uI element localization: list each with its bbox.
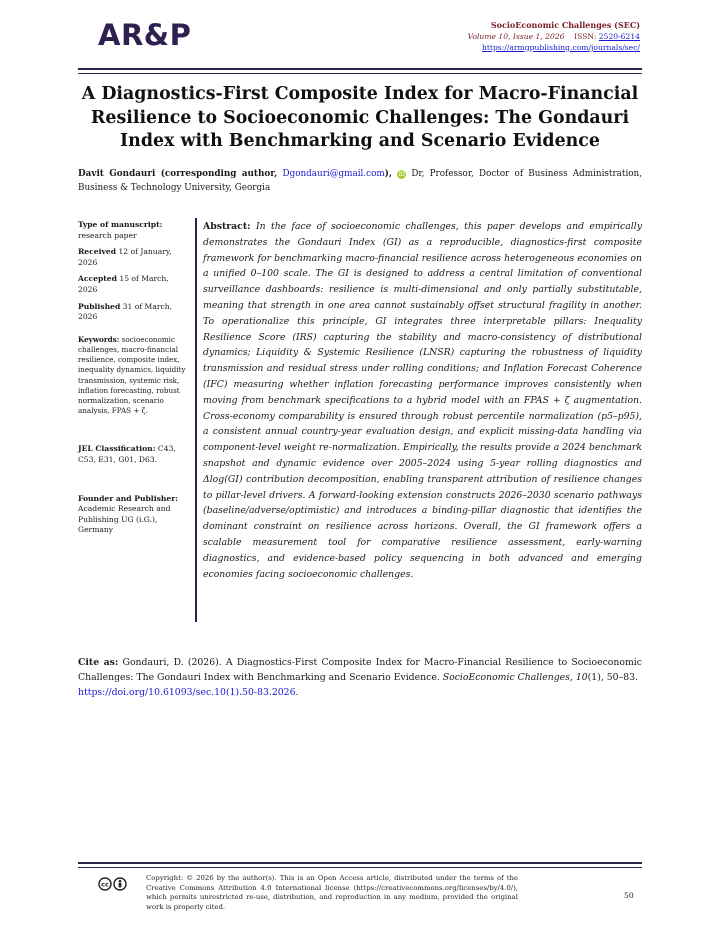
issn-link[interactable]: 2520-6214 <box>598 32 640 41</box>
keywords-label: Keywords: <box>78 334 120 344</box>
doi-end: . <box>295 687 299 698</box>
footer-rule <box>78 862 642 864</box>
jel-value: C43, C53, E31, G01, D63. <box>78 444 176 464</box>
license-text: Copyright: © 2026 by the author(s). This is an Open Access article, distributed under the terms of the Creative Commons Attribution 4.0 International license (https://creativecommons.org/licenses/by/4.0/), which permits unrestricted re-use, distribution, and reproduction in any medium, provided the original work is properly cited. <box>146 874 518 911</box>
publisher-logo: AR&P <box>98 18 192 52</box>
page-number: 50 <box>624 891 634 900</box>
svg-text:cc: cc <box>101 880 109 889</box>
abstract <box>203 219 642 582</box>
received-date <box>78 247 190 268</box>
author-affiliation: Dr, Professor, Doctor of Business Administration, Business & Technology University, Georgia <box>78 169 643 193</box>
jel-classification <box>78 444 190 465</box>
accepted-date <box>78 274 190 295</box>
cite-issue: (1), 50–83. <box>587 672 639 683</box>
published-label: Published <box>78 301 121 311</box>
founder-label: Founder and Publisher: <box>78 493 179 503</box>
cite-journal: SocioEconomic Challenges, 10 <box>442 672 588 683</box>
jel-label: JEL Classification: <box>78 444 156 454</box>
author-name: Davit Gondauri (corresponding author, <box>78 169 278 179</box>
published-value: 31 of March, 2026 <box>78 301 173 322</box>
citation <box>78 655 642 700</box>
founder-publisher <box>78 494 190 536</box>
author-close: ), <box>384 169 392 179</box>
cc-by-icon[interactable] <box>98 877 128 894</box>
manuscript-type <box>78 220 190 241</box>
doi-link[interactable]: https://doi.org/10.61093/sec.10(1).50-83.2026 <box>78 687 296 698</box>
keywords <box>78 335 190 417</box>
header-rule <box>78 68 642 70</box>
journal-url-link[interactable]: https://armgpublishing.com/journals/sec/ <box>481 43 640 52</box>
type-label: Type of manuscript: <box>78 220 163 229</box>
accepted-label: Accepted <box>78 274 117 284</box>
orcid-icon[interactable]: iD <box>398 171 405 178</box>
author-block <box>78 167 642 195</box>
cite-text: Gondauri, D. (2026). A Diagnostics-First Composite Index for Macro-Financial Resilience to Socioeconomic Challenges: The Gondauri Index with Benchmarking and Scenario Evidence. <box>78 657 642 683</box>
abstract-label: Abstract: <box>203 221 251 232</box>
cite-label: Cite as: <box>78 657 119 668</box>
footer-rule-thin <box>78 867 642 868</box>
received-label: Received <box>78 247 117 257</box>
volume-issue: Volume 10, Issue 1, 2026 <box>467 32 565 41</box>
cc-icons-svg <box>98 877 128 891</box>
published-date <box>78 302 190 323</box>
journal-info <box>468 20 640 53</box>
accepted-value: 15 of March, 2026 <box>78 274 169 294</box>
issn-label: ISSN: <box>574 32 597 41</box>
keywords-value: socioeconomic challenges, macro-financial resilience, composite index, inequality dynamics, liquidity transmission, systemic risk, inflation forecasting, robust normalization, scenario analysis, FPAS + ζ. <box>78 334 186 416</box>
founder-value: Academic Research and Publishing UG (i.G.), Germany <box>78 504 171 535</box>
article-title: A Diagnostics-First Composite Index for Macro-Financial Resilience to Socioeconomic Challenges: The Gondauri Index with Benchmarking and Scenario Evidence <box>81 84 639 151</box>
received-value: 12 of January, 2026 <box>78 247 172 267</box>
header-rule-thin <box>78 73 642 74</box>
article-meta <box>78 220 190 542</box>
abstract-text: In the face of socioeconomic challenges, this paper develops and empirically demonstrates the Gondauri Index (GI) as a reproducible, diagnostics-first composite framework for benchmarking macro-financial resilience across heterogeneous economies on a unified 0–100 scale. The GI is designed to address a central limitation of conventional surveillance dashboards: resilience is multi-dimensional and only partially substitutable, meaning that strength in one area cannot sustainably offset structural fragility in another. To operationalize this principle, GI integrates three interpretable pillars: Inequality Resilience Score (IRS) capturing the stability and macro-consistency of distributional dynamics; Liquidity & Systemic Resilience (LNSR) capturing the robustness of liquidity transmission and residual stress under rolling conditions; and Inflation Forecast Coherence (IFC) measuring whether inflation forecasting performance improves consistently when moving from benchmark specifications to a hybrid model with an FPAS + ζ augmentation. Cross-economy comparability is ensured through robust percentile normalization (p5–p95), a consistent annual country-year evaluation design, and explicit missing-data handling via component-level weight re-normalization. Empirically, the results provide a 2024 benchmark snapshot and dynamic evidence over 2005–2024 using 5-year rolling diagnostics and Δlog(GI) contribution decomposition, enabling transparent attribution of resilience changes to pillar-level drivers. A forward-looking extension constructs 2026–2030 scenario pathways (baseline/adverse/optimistic) and introduces a binding-pillar diagnostic that identifies the dominant constraint on resilience across horizons. Overall, the GI framework offers a scalable measurement tool for comparative resilience assessment, early-warning diagnostics, and evidence-based policy sequencing in both advanced and emerging economies facing socioeconomic challenges. <box>203 221 642 580</box>
type-value: research paper <box>78 230 137 240</box>
volume-issn-line <box>468 31 640 42</box>
journal-name: SocioEconomic Challenges (SEC) <box>490 20 640 30</box>
meta-divider <box>195 218 197 622</box>
author-email-link[interactable]: Dgondauri@gmail.com <box>282 169 385 179</box>
